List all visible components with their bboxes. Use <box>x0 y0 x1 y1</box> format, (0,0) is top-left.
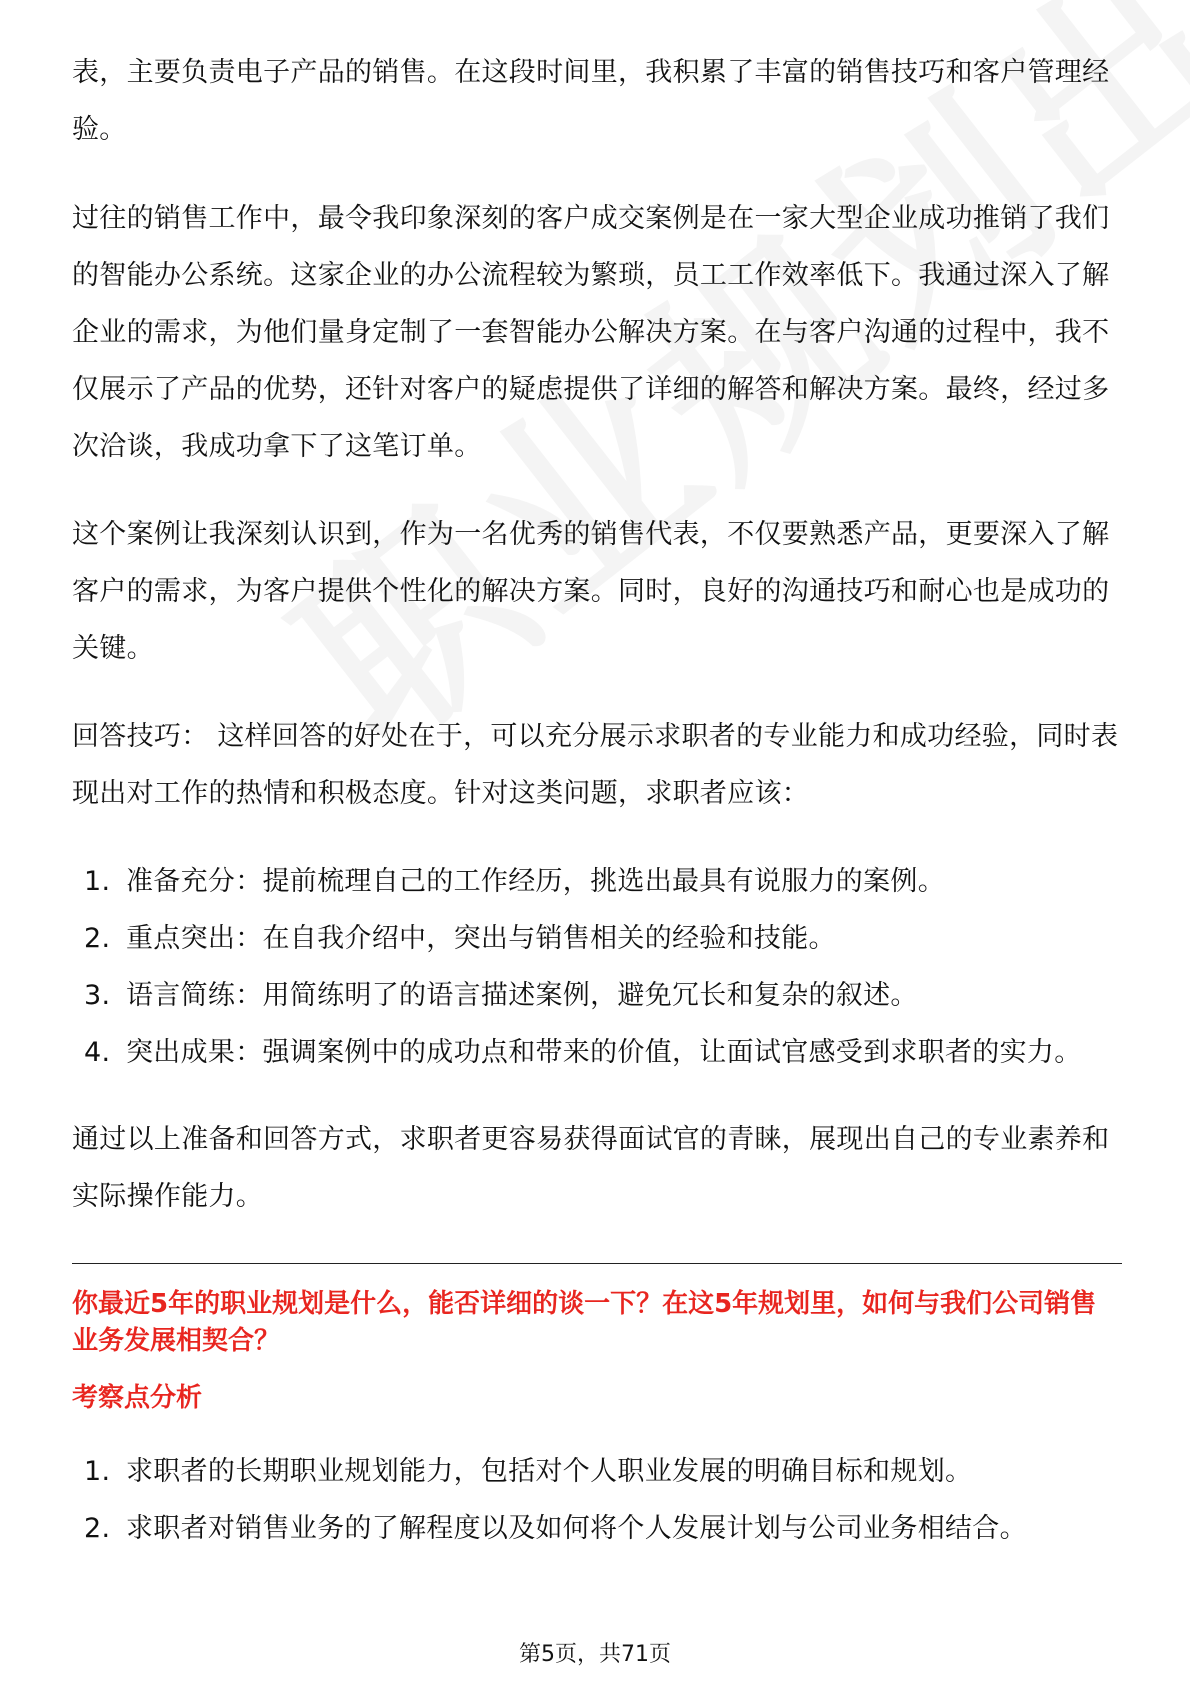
list-item-number: 4. <box>84 1037 111 1068</box>
list-item-text: 语言简练：用简练明了的语言描述案例，避免冗长和复杂的叙述。 <box>126 980 918 1011</box>
paragraph-closing: 通过以上准备和回答方式，求职者更容易获得面试官的青睐，展现出自己的专业素养和实际操作能力。 <box>72 1124 1110 1212</box>
list-item-text: 突出成果：强调案例中的成功点和带来的价值，让面试官感受到求职者的实力。 <box>126 1037 1082 1068</box>
page-content <box>72 44 1122 1557</box>
section-title: 考察点分析 <box>72 1383 203 1413</box>
list-item-text: 重点突出：在自我介绍中，突出与销售相关的经验和技能。 <box>126 923 836 954</box>
list-item <box>72 910 1122 967</box>
list-item-text: 求职者对销售业务的了解程度以及如何将个人发展计划与公司业务相结合。 <box>126 1513 1027 1544</box>
list-item-text: 准备充分：提前梳理自己的工作经历，挑选出最具有说服力的案例。 <box>126 866 945 897</box>
paragraph-case: 过往的销售工作中，最令我印象深刻的客户成交案例是在一家大型企业成功推销了我们的智能办公系统。这家企业的办公流程较为繁琐，员工工作效率低下。我通过深入了解企业的需求，为他们量身定制了一套智能办公解决方案。在与客户沟通的过程中，我不仅展示了产品的优势，还针对客户的疑虑提供了详细的解答和解决方案。最终，经过多次洽谈，我成功拿下了这笔订单。 <box>72 203 1110 462</box>
tips-list <box>72 853 1122 1081</box>
list-item-number: 1. <box>84 866 111 897</box>
list-item <box>72 1024 1122 1081</box>
paragraph-intro: 表，主要负责电子产品的销售。在这段时间里，我积累了丰富的销售技巧和客户管理经验。 <box>72 57 1110 145</box>
list-item-number: 1. <box>84 1456 111 1487</box>
list-item-number: 2. <box>84 1513 111 1544</box>
interview-question: 你最近5年的职业规划是什么，能否详细的谈一下？在这5年规划里，如何与我们公司销售业务发展相契合？ <box>72 1289 1097 1356</box>
list-item <box>72 1500 1122 1557</box>
page-footer: 第5页，共71页 <box>519 1642 671 1667</box>
list-item <box>72 853 1122 910</box>
list-item-text: 求职者的长期职业规划能力，包括对个人职业发展的明确目标和规划。 <box>126 1456 973 1487</box>
list-item <box>72 1443 1122 1500</box>
list-item-number: 2. <box>84 923 111 954</box>
section-divider <box>72 1263 1122 1264</box>
paragraph-lesson: 这个案例让我深刻认识到，作为一名优秀的销售代表，不仅要熟悉产品，更要深入了解客户的需求，为客户提供个性化的解决方案。同时，良好的沟通技巧和耐心也是成功的关键。 <box>72 519 1110 664</box>
list-item-number: 3. <box>84 980 111 1011</box>
analysis-points-list <box>72 1443 1122 1557</box>
list-item <box>72 967 1122 1024</box>
paragraph-answer-tips: 回答技巧： 这样回答的好处在于，可以充分展示求职者的专业能力和成功经验，同时表现出对工作的热情和积极态度。针对这类问题，求职者应该： <box>72 721 1119 809</box>
